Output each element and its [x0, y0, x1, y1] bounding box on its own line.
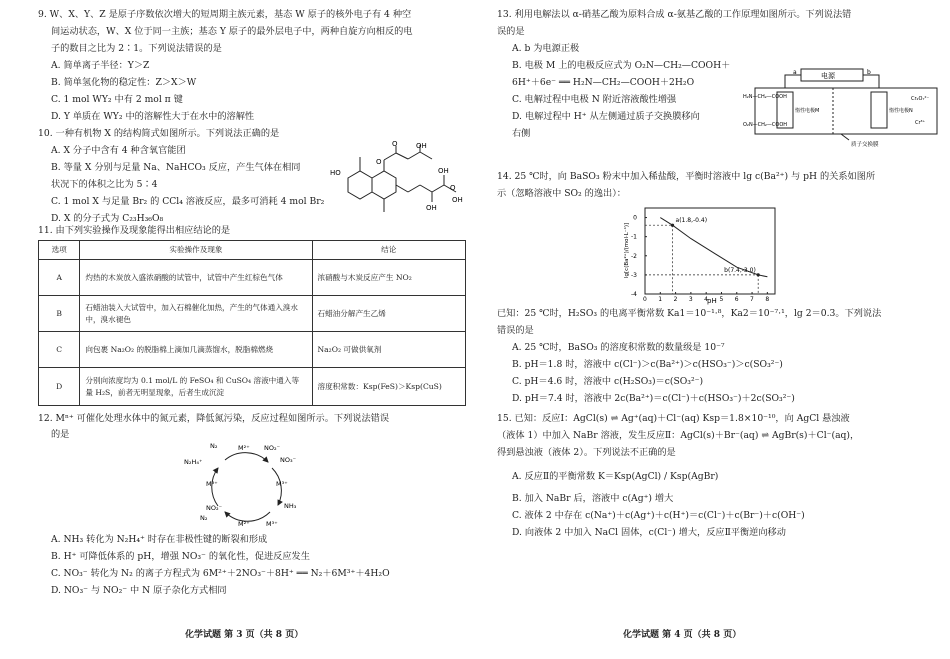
q13-option-b: B. 电极 M 上的电极反应式为 O₂N—CH₂—COOH＋: [512, 60, 731, 71]
q9-option-a: A. 简单离子半径：Y＞Z: [51, 60, 150, 71]
q13-option-d-cont: 右侧: [512, 128, 531, 139]
q12-label-n2h4: N₂H₄⁺: [184, 458, 203, 466]
q10-label-oh2: OH: [426, 204, 437, 212]
q10-option-b: B. 等量 X 分别与足量 Na、NaHCO₃ 反应，产生气体在相同: [51, 162, 301, 173]
q14-option-d: D. pH＝7.4 时，溶液中 2c(Ba²⁺)＝c(Cl⁻)＋c(HSO₃⁻)＋2c(SO₃²⁻): [512, 393, 795, 404]
q10-option-d: D. X 的分子式为 C₂₃H₃₆O₈: [51, 213, 164, 224]
q11-header-option: 选项: [39, 241, 80, 260]
q12-label-n2-top: N₂: [210, 442, 218, 450]
q12-label-m2-bottom: M²⁺: [238, 520, 250, 528]
q10-label-oh4: OH: [452, 196, 463, 204]
q15-option-a: A. 反应Ⅱ的平衡常数 K＝Ksp(AgCl) / Ksp(AgBr): [512, 471, 719, 482]
q14-chart: [615, 200, 785, 306]
q12-option-d: D. NO₃⁻ 与 NO₂⁻ 中 N 原子杂化方式相同: [51, 585, 227, 596]
q12-label-n2-bottom: N₂: [200, 514, 208, 522]
q14-option-c: C. pH＝4.6 时，溶液中 c(H₂SO₃)＝c(SO₃²⁻): [512, 376, 704, 387]
q11-row-b-conclusion: 石蜡油分解产生乙烯: [312, 296, 466, 332]
q14-chart-xlabel: pH: [707, 297, 717, 305]
q11-table: [38, 240, 466, 406]
q13-stem-1: 13. 利用电解法以 α-硝基乙酸为原料合成 α-氨基乙酸的工作原理如图所示。下列说法错: [497, 9, 852, 20]
q15-stem-2: （液体 1）中加入 NaBr 溶液，发生反应Ⅱ：AgCl(s)＋Br⁻(aq) ⇌ AgBr(s)＋Cl⁻(aq)，: [497, 430, 860, 441]
q13-option-b-cont: 6H⁺＋6e⁻ ══ H₂N—CH₂—COOH＋2H₂O: [512, 77, 695, 88]
q14-x-tick-label: 7: [750, 296, 754, 303]
q13-label-aminoacid: H₂N—CH₂—COOH: [743, 94, 787, 100]
q14-annotation-label: a(1.8,-0.4): [675, 217, 708, 225]
q15-option-b: B. 加入 NaBr 后，溶液中 c(Ag⁺) 增大: [512, 493, 674, 504]
q13-label-a: a: [793, 69, 797, 76]
q11-row-c-operation: 向包裹 Na₂O₂ 的脱脂棉上滴加几滴蒸馏水，脱脂棉燃烧: [80, 332, 312, 368]
q10-option-a: A. X 分子中含有 4 种含氧官能团: [51, 145, 186, 156]
q9-stem-3: 子的数目之比为 2∶1。下列说法错误的是: [51, 43, 222, 54]
q12-label-no3-top: NO₃⁻: [280, 456, 297, 464]
q13-label-membrane: 质子交换膜: [851, 142, 879, 148]
q11-header-operation: 实验操作及现象: [80, 241, 312, 260]
q13-option-a: A. b 为电源正极: [512, 43, 580, 54]
right-page: [475, 0, 950, 659]
q14-annotation-label: b(7.4,-3.0): [724, 266, 756, 274]
q10-label-o2: O: [392, 140, 398, 148]
q14-continued-1: 已知：25 ℃时，H₂SO₃ 的电离平衡常数 Ka1＝10⁻¹·⁸，Ka2＝10⁻⁷·¹，lg 2＝0.3。下列说法: [497, 308, 882, 319]
q11-row-d-conclusion: 溶度积常数：Ksp(FeS)＞Ksp(CuS): [312, 368, 466, 406]
q12-label-m3-right: M³⁺: [276, 480, 288, 488]
q12-option-a: A. NH₃ 转化为 N₂H₄⁺ 时存在非极性键的断裂和形成: [51, 534, 268, 545]
q12-stem-1: 12. Mⁿ⁺ 可催化处理水体中的氮元素，降低氮污染，反应过程如图所示。下列说法错误: [38, 413, 390, 424]
q12-stem-2: 的是: [51, 429, 70, 440]
q12-label-m3-bottom: M³⁺: [266, 520, 278, 528]
q12-option-c: C. NO₃⁻ 转化为 N₂ 的离子方程式为 6M²⁺＋2NO₃⁻＋8H⁺ ══ N₂＋6M³⁺＋4H₂O: [51, 568, 390, 579]
q14-y-tick-label: -2: [631, 252, 637, 260]
q10-label-ho: HO: [330, 169, 341, 177]
table-row: [39, 332, 466, 368]
q9-option-d: D. Y 单质在 WY₂ 中的溶解性大于在水中的溶解性: [51, 111, 255, 122]
q11-row-b-operation: 石蜡油装入大试管中，加入石棉催化加热，产生的气体通入溴水中，溴水褪色: [80, 296, 312, 332]
q11-header-conclusion: 结论: [312, 241, 466, 260]
q14-y-tick-label: 0: [633, 214, 637, 222]
q14-x-tick-label: 3: [688, 296, 693, 303]
q14-stem-1: 14. 25 ℃时，向 BaSO₃ 粉末中加入稀盐酸，平衡时溶液中 lg c(Ba²⁺) 与 pH 的关系如图所: [497, 171, 876, 182]
table-row: [39, 296, 466, 332]
q11-row-d-label: D: [39, 368, 80, 406]
q14-x-tick-label: 4: [704, 296, 709, 303]
q14-x-tick-label: 1: [658, 296, 663, 303]
q11-row-b-label: B: [39, 296, 80, 332]
q10-label-oh1: OH: [416, 142, 427, 150]
q11-row-a-operation: 灼热的木炭放入盛浓硝酸的试管中，试管中产生红棕色气体: [80, 260, 312, 296]
q11-row-c-conclusion: Na₂O₂ 可做供氧剂: [312, 332, 466, 368]
q10-stem: 10. 一种有机物 X 的结构简式如图所示。下列说法正确的是: [38, 128, 280, 139]
q12-label-m3-left: M³⁺: [206, 480, 218, 488]
q14-y-tick-label: -3: [631, 271, 637, 279]
q13-label-electrode-m: 惰性电极M: [795, 108, 820, 114]
q12-option-b: B. H⁺ 可降低体系的 pH，增强 NO₃⁻ 的氧化性，促进反应发生: [51, 551, 310, 562]
q14-continued-2: 错误的是: [497, 325, 534, 336]
q14-stem-2: 示（忽略溶液中 SO₂ 的逸出）：: [497, 188, 626, 199]
q9-stem-2: 间运动状态，W、X 位于同一主族；基态 Y 原子的最外层电子中，两种自旋方向相反的电: [51, 26, 413, 37]
q14-y-tick-label: -1: [631, 233, 637, 241]
q13-label-chromium: Cr³⁺: [915, 120, 926, 126]
q11-header-row: [39, 241, 466, 260]
q14-x-tick-label: 6: [734, 296, 739, 303]
q14-x-tick-label: 2: [673, 296, 678, 303]
q12-cycle-diagram: [180, 440, 310, 530]
q14-x-tick-label: 0: [643, 296, 647, 303]
q11-row-c-label: C: [39, 332, 80, 368]
q11-row-d-operation: 分别向浓度均为 0.1 mol/L 的 FeSO₄ 和 CuSO₄ 溶液中通入等量 H₂S，前者无明显现象，后者生成沉淀: [80, 368, 312, 406]
q10-label-o1: O: [376, 158, 382, 166]
q15-option-c: C. 液体 2 中存在 c(Na⁺)＋c(Ag⁺)＋c(H⁺)＝c(Cl⁻)＋c(Br⁻)＋c(OH⁻): [512, 510, 805, 521]
q9-option-c: C. 1 mol WY₂ 中有 2 mol π 键: [51, 94, 183, 105]
q10-option-b-cont: 状况下的体积之比为 5∶4: [51, 179, 158, 190]
q14-chart-annotations: [645, 217, 760, 294]
q11-row-a-label: A: [39, 260, 80, 296]
q14-x-tick-label: 5: [719, 296, 724, 303]
q13-label-electrode-n: 惰性电极N: [889, 108, 913, 114]
q12-label-no2-bottom: NO₂⁻: [206, 504, 223, 512]
q12-label-m2-top: M²⁺: [238, 444, 250, 452]
q14-x-tick-label: 8: [765, 296, 770, 303]
q13-stem-2: 误的是: [497, 26, 525, 37]
right-footer: 化学试题 第 4 页（共 8 页）: [623, 630, 742, 640]
q13-option-c: C. 电解过程中电极 N 附近溶液酸性增强: [512, 94, 677, 105]
table-row: [39, 260, 466, 296]
q14-y-tick-label: -4: [631, 291, 637, 298]
q9-stem-1: 9. W、X、Y、Z 是原子序数依次增大的短周期主族元素，基态 W 原子的核外电子有 4 种空: [38, 9, 412, 20]
q11-row-a-conclusion: 浓硝酸与木炭反应产生 NO₂: [312, 260, 466, 296]
q15-option-d: D. 向液体 2 中加入 NaCl 固体，c(Cl⁻) 增大，反应Ⅱ平衡逆向移动: [512, 527, 786, 538]
q13-electrolysis-diagram: [743, 66, 943, 148]
q10-option-c: C. 1 mol X 与足量 Br₂ 的 CCl₄ 溶液反应，最多可消耗 4 mol Br₂: [51, 196, 325, 207]
q11-stem: 11. 由下列实验操作及现象能得出相应结论的是: [38, 225, 231, 236]
q13-label-nitroacid: O₂N—CH₂—COOH: [743, 122, 788, 128]
q9-option-b: B. 简单氢化物的稳定性：Z＞X＞W: [51, 77, 197, 88]
q12-label-no2-top: NO₂⁻: [264, 444, 281, 452]
q15-stem-1: 15. 已知：反应Ⅰ：AgCl(s) ⇌ Ag⁺(aq)＋Cl⁻(aq) Ksp＝1.8×10⁻¹⁰，向 AgCl 悬浊液: [497, 413, 850, 424]
q15-stem-3: 得到悬浊液（液体 2）。下列说法不正确的是: [497, 447, 676, 458]
q14-option-b: B. pH＝1.8 时，溶液中 c(Cl⁻)＞c(Ba²⁺)＞c(HSO₃⁻)＞c(SO₃²⁻): [512, 359, 783, 370]
q10-label-o3: O: [450, 184, 456, 192]
q14-option-a: A. 25 ℃时，BaSO₃ 的溶度积常数的数量级是 10⁻⁷: [512, 342, 725, 353]
table-row: [39, 368, 466, 406]
q13-label-power: 电源: [821, 72, 835, 80]
q13-option-d: D. 电解过程中 H⁺ 从左侧通过质子交换膜移向: [512, 111, 700, 122]
left-footer: 化学试题 第 3 页（共 8 页）: [185, 630, 304, 640]
q14-chart-ticks: [631, 215, 769, 303]
q10-structure-diagram: [326, 142, 466, 226]
q10-label-oh3: OH: [438, 167, 449, 175]
q13-label-b: b: [867, 69, 871, 76]
q12-label-nh3: NH₃: [284, 502, 297, 510]
q13-label-dichromate: Cr₂O₇²⁻: [911, 96, 930, 102]
q14-chart-ylabel: lg[c(Ba²⁺)/(mol·L⁻¹)]: [624, 222, 630, 278]
